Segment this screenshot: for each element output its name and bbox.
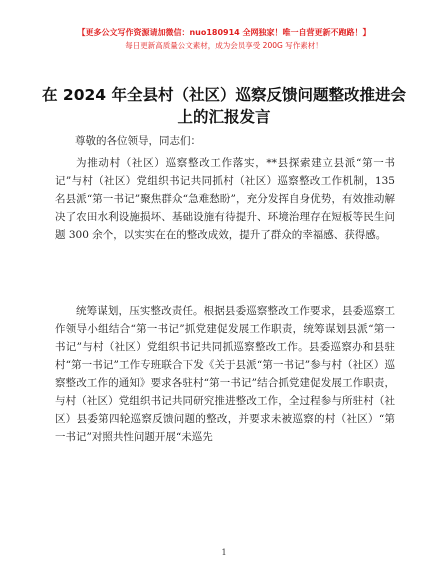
promo-banner-line2: 每日更新高质量公文素材，成为会员享受 200G 写作素材！ [125,41,323,50]
promo-banner-line1: 【更多公文写作资源请加微信：nuo180914 全网独家！唯一自营更新不跑路！】 [77,28,371,37]
body-paragraph-2: 统筹谋划，压实整改责任。根据县委巡察整改工作要求，县委巡察工作领导小组结合“第一书记”抓党建促发展工作职责，统筹谋划县派“第一书记”与村（社区）党组织书记共同抓巡察整改工作。县委巡察办和县驻村“第一书记”工作专班联合下发《关于县派“第一书记”参与村（社区）巡察整改工作的通知》要求各驻村“第一书记”结合抓党建促发展工作职责，与村（社区）党组织书记共同研究推进整改工作，全过程参与所驻村（社区）县委第四轮巡察反馈问题的整改，并要求未被巡察的村（社区）“第一书记”对照共性问题开展“未巡先 [55,305,395,443]
page-number: 1 [221,548,227,557]
body-paragraph-1: 为推动村（社区）巡察整改工作落实，**县探索建立县派“第一书记”与村（社区）党组织书记共同抓村（社区）巡察整改工作机制，135 名县派“第一书记”聚焦群众“急难愁盼”，充分发挥自身优势，有效推动解决了农田水利设施损坏、基础设施有待提升、环境治理存在短板等民生问题 300 余个，以实实在在的整改成效，提升了群众的幸福感、获得感。 [55,157,395,241]
promo-banner [0,26,448,52]
salutation: 尊敬的各位领导，同志们： [75,135,201,147]
document-title: 在 2024 年全县村（社区）巡察反馈问题整改推进会上的汇报发言 [42,86,406,126]
